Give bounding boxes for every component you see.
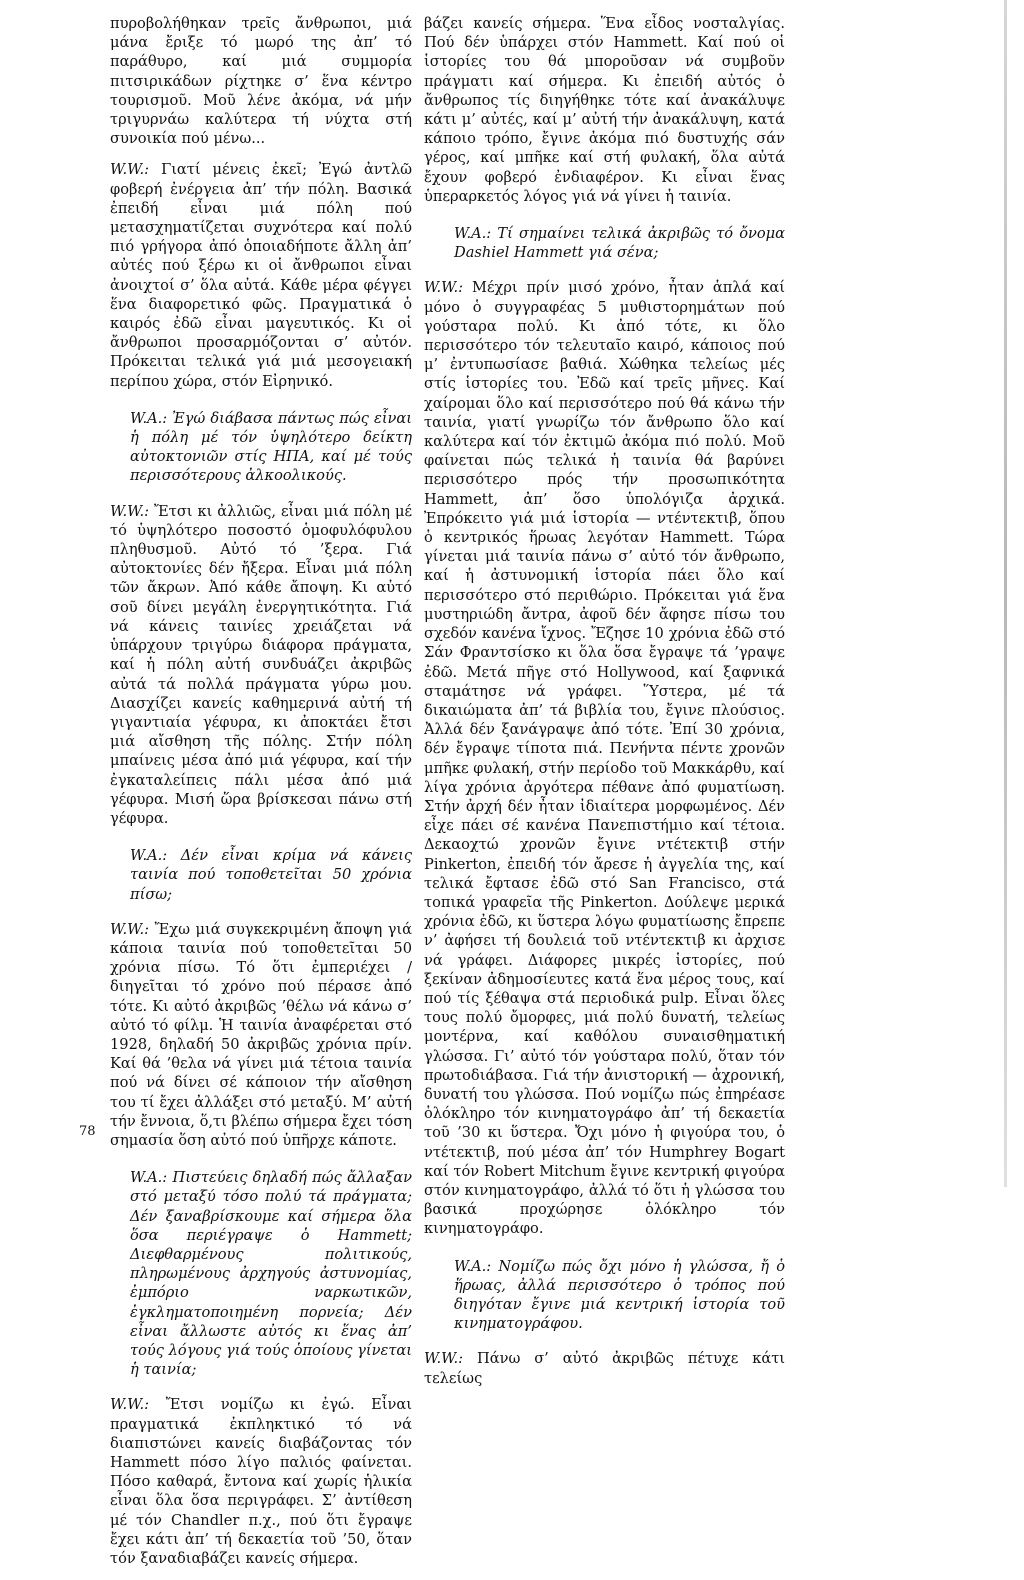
speaker-label: W.W.:: [110, 1396, 150, 1414]
paragraph-text: Ἐγώ διάβασα πάντως πώς εἶναι ἡ πόλη μέ τόν ὑψηλότερο δείκτη αὐτοκτονιῶν στίς ΗΠΑ, καί μέ τούς περισσότερους ἀλκοολικούς.: [130, 409, 413, 485]
interviewer-question: [454, 224, 785, 262]
paragraph-text: Πιστεύεις δηλαδή πώς ἄλλαξαν στό μεταξύ τόσο πολύ τά πράγματα; Δέν ξαναβρίσκουμε καί σήμερα ὅλα ὅσα περιέγραψε ὁ Hammett; Διεφθαρμένους πολιτικούς, πληρωμένους ἀρχηγούς ἀστυνομίας, ἐμπόριο ναρκωτικῶν, ἐγκληματοποιημένη πορνεία; Δέν εἶναι ἄλλωστε αὐτός κι ἕνας ἀπ’ τούς λόγους γιά τούς ὁποίους γίνεται ἡ ταινία;: [130, 1169, 413, 1379]
speaker-label: W.A.:: [454, 1257, 492, 1275]
right-column: [424, 14, 785, 1400]
interviewee-answer: [424, 1349, 785, 1387]
interviewer-question: [130, 409, 412, 486]
paragraph-text: Γιατί μένεις ἐκεῖ; Ἐγώ ἀντλῶ φοβερή ἐνέργεια ἀπ’ τήν πόλη. Βασικά ἐπειδή εἶναι μιά πόλη πού μετασχηματίζεται συχνότερα καί πολύ πιό γρήγορα ἀπό ὁποιαδήποτε ἄλλη ἀπ’ αὐτές πού ξέρω κι οἱ ἄνθρωποι εἶναι ἀνοιχτοί σ’ ὅλα αὐτά. Κάθε μέρα φέγγει ἕνα διαφορετικό φῶς. Πραγματικά ὁ καιρός ἐδῶ εἶναι μαγευτικός. Κι οἱ ἄνθρωποι προσαρμόζονται σ’ αὐτόν. Πρόκειται τελικά γιά μιά μεσογειακή περίπου χώρα, στόν Εἰρηνικό.: [110, 161, 413, 390]
continued-text: [424, 14, 785, 206]
page-number: 78: [79, 1124, 96, 1139]
interviewee-answer: [424, 278, 785, 1238]
paragraph-text: πυροβολήθηκαν τρεῖς ἄνθρωποι, μιά μάνα ἔριξε τό μωρό της ἀπ’ τό παράθυρο, καί μιά συμμορία πιτσιρικάδων ρίχτηκε σ’ ἕνα κέντρο τουρισμοῦ. Μοῦ λένε ἀκόμα, νά μήν τριγυρνάω καλύτερα τή νύχτα στή συνοικία πού μένω...: [110, 15, 412, 148]
paragraph-text: Ἔτσι νομίζω κι ἐγώ. Εἶναι πραγματικά ἐκπληκτικό τό νά διαπιστώνει κανείς διαβάζοντας τόν Hammett πόσο λίγο παλιός φαίνεται. Πόσο καθαρά, ἔντονα καί χωρίς ἡλικία εἶναι ὅλα ὅσα περιγράφει. Σ’ ἀντίθεση μέ τόν Chandler π.χ., πού ὅτι ἔγραψε ἔχει κάτι ἀπ’ τή δεκαετία τοῦ ’50, ὅταν τόν ξαναδιαβάζει κανείς σήμερα.: [110, 1396, 413, 1568]
paragraph-text: Τί σημαίνει τελικά ἀκριβῶς τό ὄνομα Dashiel Hammett γιά σένα;: [454, 225, 786, 262]
speaker-label: W.A.:: [454, 225, 492, 243]
speaker-label: W.W.:: [424, 1350, 464, 1368]
interviewer-question: [130, 1168, 412, 1379]
interviewee-answer: [110, 1395, 412, 1568]
interviewer-question: [454, 1257, 785, 1334]
speaker-label: W.W.:: [110, 161, 150, 179]
speaker-label: W.W.:: [110, 502, 150, 520]
paragraph-text: Μέχρι πρίν μισό χρόνο, ἦταν ἁπλά καί μόνο ὁ συγγραφέας 5 μυθιστορημάτων πού γούσταρα πολύ. Κι ἀπό τότε, κι ὅλο περισσότερο τόν τελευταῖο καιρό, κάποιος πού μ’ ἐντυπωσίασε βαθιά. Χώθηκα τελείως μές στίς ἱστορίες του. Ἐδῶ καί τρεῖς μῆνες. Καί χαίρομαι ὅλο καί περισσότερο πού θά κάνω τήν ταινία, γιατί γνωρίζω τόν ἄνθρωπο ὅλο καί καλύτερα καί τόν ἐκτιμῶ ἀκόμα πιό πολύ. Μοῦ φαίνεται πώς τελικά ἡ ταινία θά βαρύνει περισσότερο πρός τήν προσωπικότητα Hammett, ἀπ’ ὅσο ὑπολόγιζα ἀρχικά. Ἐπρόκειτο γιά μιά ἱστορία — ντέντεκτιβ, ὅπου ὁ κεντρικός ἥρωας λεγόταν Hammett. Τώρα γίνεται μιά ταινία πάνω σ’ αὐτό τόν ἄνθρωπο, καί ἡ ἀστυνομική ἱστορία πάει ὅλο καί περισσότερο στό περιθώριο. Πρόκειται γιά ἕνα μυστηριώδη ἄντρα, ἀφοῦ δέν ἄφησε πίσω του σχεδόν κανένα ἴχνος. Ἔζησε 10 χρόνια ἐδῶ στό Σάν Φραντσίσκο κι ὅλα ὅσα ἔγραψε τά ’γραψε ἐδῶ. Μετά πῆγε στό Hollywood, καί ξαφνικά σταμάτησε νά γράφει. Ὕστερα, μέ τά δικαιώματα ἀπ’ τά βιβλία του, ἔγινε πλούσιος. Ἀλλά δέν ξανάγραψε ἀπό τότε. Ἐπί 30 χρόνια, δέν ἔγραψε τίποτα πιά. Πενήντα πέντε χρονῶν μπῆκε φυλακή, στήν περίοδο τοῦ Μακκάρθυ, καί λίγα χρόνια ἀργότερα πέθανε ἀπό φυματίωση. Στήν ἀρχή δέν ἦταν ἰδιαίτερα μορφωμένος. Δέν εἶχε πάει σέ κανένα Πανεπιστήμιο καί τέτοια. Δεκαοχτώ χρονῶν ἔγινε ντέτεκτιβ στήν Pinkerton, ἐπειδή τόν ἄρεσε ἡ ἀγγελία της, καί τελικά ἔφτασε ἐδῶ στό San Francisco, στά τοπικά γραφεῖα τῆς Pinkerton. Δούλεψε μερικά χρόνια ἐδῶ, κι ὕστερα λόγω φυματίωσης ἔπρεπε ν’ ἀφήσει τή δουλειά τοῦ ντέντεκτιβ κι ἀρχισε νά γράφει. Διάφορες μικρές ἱστορίες, πού ξεκίναν ἀδημοσίευτες κατά ἕνα μέρος τους, καί πού τίς ξέθαψα στά περιοδικά pulp. Εἶναι ὅλες τους πολύ ὄμορφες, μιά πολύ δυνατή, τελείως μοντέρνα, καί καθόλου συναισθηματική γλώσσα. Γι’ αὐτό τόν γούσταρα πολύ, ὅταν τόν πρωτοδιάβασα. Γιά τήν ἀνιστορική — ἀχρονική, δυνατή του γλώσσα. Πού νομίζω πώς ἐπηρέασε ὁλόκληρο τόν κινηματογράφο ἀπ’ τή δεκαετία τοῦ ’30 κι ὕστερα. Ὄχι μόνο ἡ φιγούρα του, ὁ ντέτεκτιβ, πού μέσα ἀπ’ τόν Humphrey Bogart καί τόν Robert Mitchum ἔγινε κεντρική φιγούρα στόν κινηματογράφο, ἀλλά τό ὅτι ἡ γλώσσα του βασικά προχώρησε ὁλόκληρο τόν κινηματογράφο.: [424, 279, 786, 1238]
left-column: [110, 14, 412, 1580]
interviewee-answer: [110, 160, 412, 390]
speaker-label: W.A.:: [130, 409, 168, 427]
interviewee-answer: [110, 502, 412, 828]
page-edge-shadow: [1004, 0, 1007, 1187]
speaker-label: W.W.:: [110, 920, 150, 938]
paragraph-text: Πάνω σ’ αὐτό ἀκριβῶς πέτυχε κάτι τελείως: [424, 1350, 786, 1387]
speaker-label: W.W.:: [424, 279, 464, 297]
paragraph-text: Δέν εἶναι κρίμα νά κάνεις ταινία πού τοποθετεῖται 50 χρόνια πίσω;: [130, 847, 413, 903]
paragraph-text: βάζει κανείς σήμερα. Ἕνα εἶδος νοσταλγίας. Πού δέν ὑπάρχει στόν Hammett. Καί πού οἱ ἱστορίες του θά μποροῦσαν νά συμβοῦν πράγματι καί σήμερα. Κι ἐπειδή αὐτός ὁ ἄνθρωπος τίς διηγήθηκε τότε καί ἀνακάλυψε κάτι μ’ αὐτές, καί μ’ αὐτή τήν ἀνακάλυψη, κατά κάποιο τρόπο, ἔγινε ἀκόμα πιό δυστυχής σάν γέρος, καί μπῆκε καί στή φυλακή, ὅλα αὐτά ἔχουν φοβερό ἐνδιαφέρον. Κι εἶναι ἕνας ὑπεραρκετός λόγος γιά νά γίνει ἡ ταινία.: [424, 15, 785, 205]
continued-text: [110, 14, 412, 148]
speaker-label: W.A.:: [130, 1169, 168, 1187]
paragraph-text: Ἔτσι κι ἀλλιῶς, εἶναι μιά πόλη μέ τό ὑψηλότερο ποσοστό ὁμοφυλόφυλου πληθυσμοῦ. Αὐτό τό ’ξερα. Γιά αὐτοκτονίες δέν ἤξερα. Εἶναι μιά πόλη τῶν ἄκρων. Ἀπό κάθε ἄποψη. Κι αὐτό σοῦ δίνει μεγάλη ἐνεργητικότητα. Γιά νά κάνεις ταινίες χρειάζεται νά ὑπάρχουν τριγύρω διάφορα πράγματα, καί ἡ πόλη αὐτή συνδυάζει ἀκριβῶς αὐτά τά πολλά πράγματα γύρω μου. Διασχίζει κανείς καθημερινά αὐτή τή γιγαντιαία γέφυρα, κι ἀποκτάει ἔτσι μιά αἴσθηση τῆς πόλης. Στήν πόλη μπαίνεις μέσα ἀπό μιά γέφυρα, καί τήν ἐγκαταλείπεις πάλι μέσα ἀπό μιά γέφυρα. Μισή ὥρα βρίσκεσαι πάνω στή γέφυρα.: [110, 502, 413, 827]
interviewee-answer: [110, 920, 412, 1150]
speaker-label: W.A.:: [130, 847, 168, 865]
paragraph-text: Νομίζω πώς ὄχι μόνο ἡ γλώσσα, ἤ ὁ ἥρωας, ἀλλά περισσότερο ὁ τρόπος πού διηγόταν ἔγινε μιά κεντρική ἱστορία τοῦ κινηματογράφου.: [454, 1257, 785, 1333]
paragraph-text: Ἔχω μιά συγκεκριμένη ἄποψη γιά κάποια ταινία πού τοποθετεῖται 50 χρόνια πίσω. Τό ὅτι ἐμπεριέχει / διηγεῖται τό χρόνο πού πέρασε ἀπό τότε. Κι αὐτό ἀκριβῶς ’θέλω νά κάνω σ’ αὐτό τό φίλμ. Ἡ ταινία ἀναφέρεται στό 1928, δηλαδή 50 ἀκριβῶς χρόνια πρίν. Καί θά ’θελα νά γίνει μιά τέτοια ταινία πού νά δίνει σέ κάποιον τήν αἴσθηση του τί ἔχει ἀλλάξει στό μεταξύ. Μ’ αὐτή τήν ἔννοια, ὅ,τι βλέπω σήμερα ἔχει τόση σημασία ὅση αὐτό πού ὑπῆρχε κάποτε.: [110, 920, 412, 1149]
interviewer-question: [130, 846, 412, 904]
